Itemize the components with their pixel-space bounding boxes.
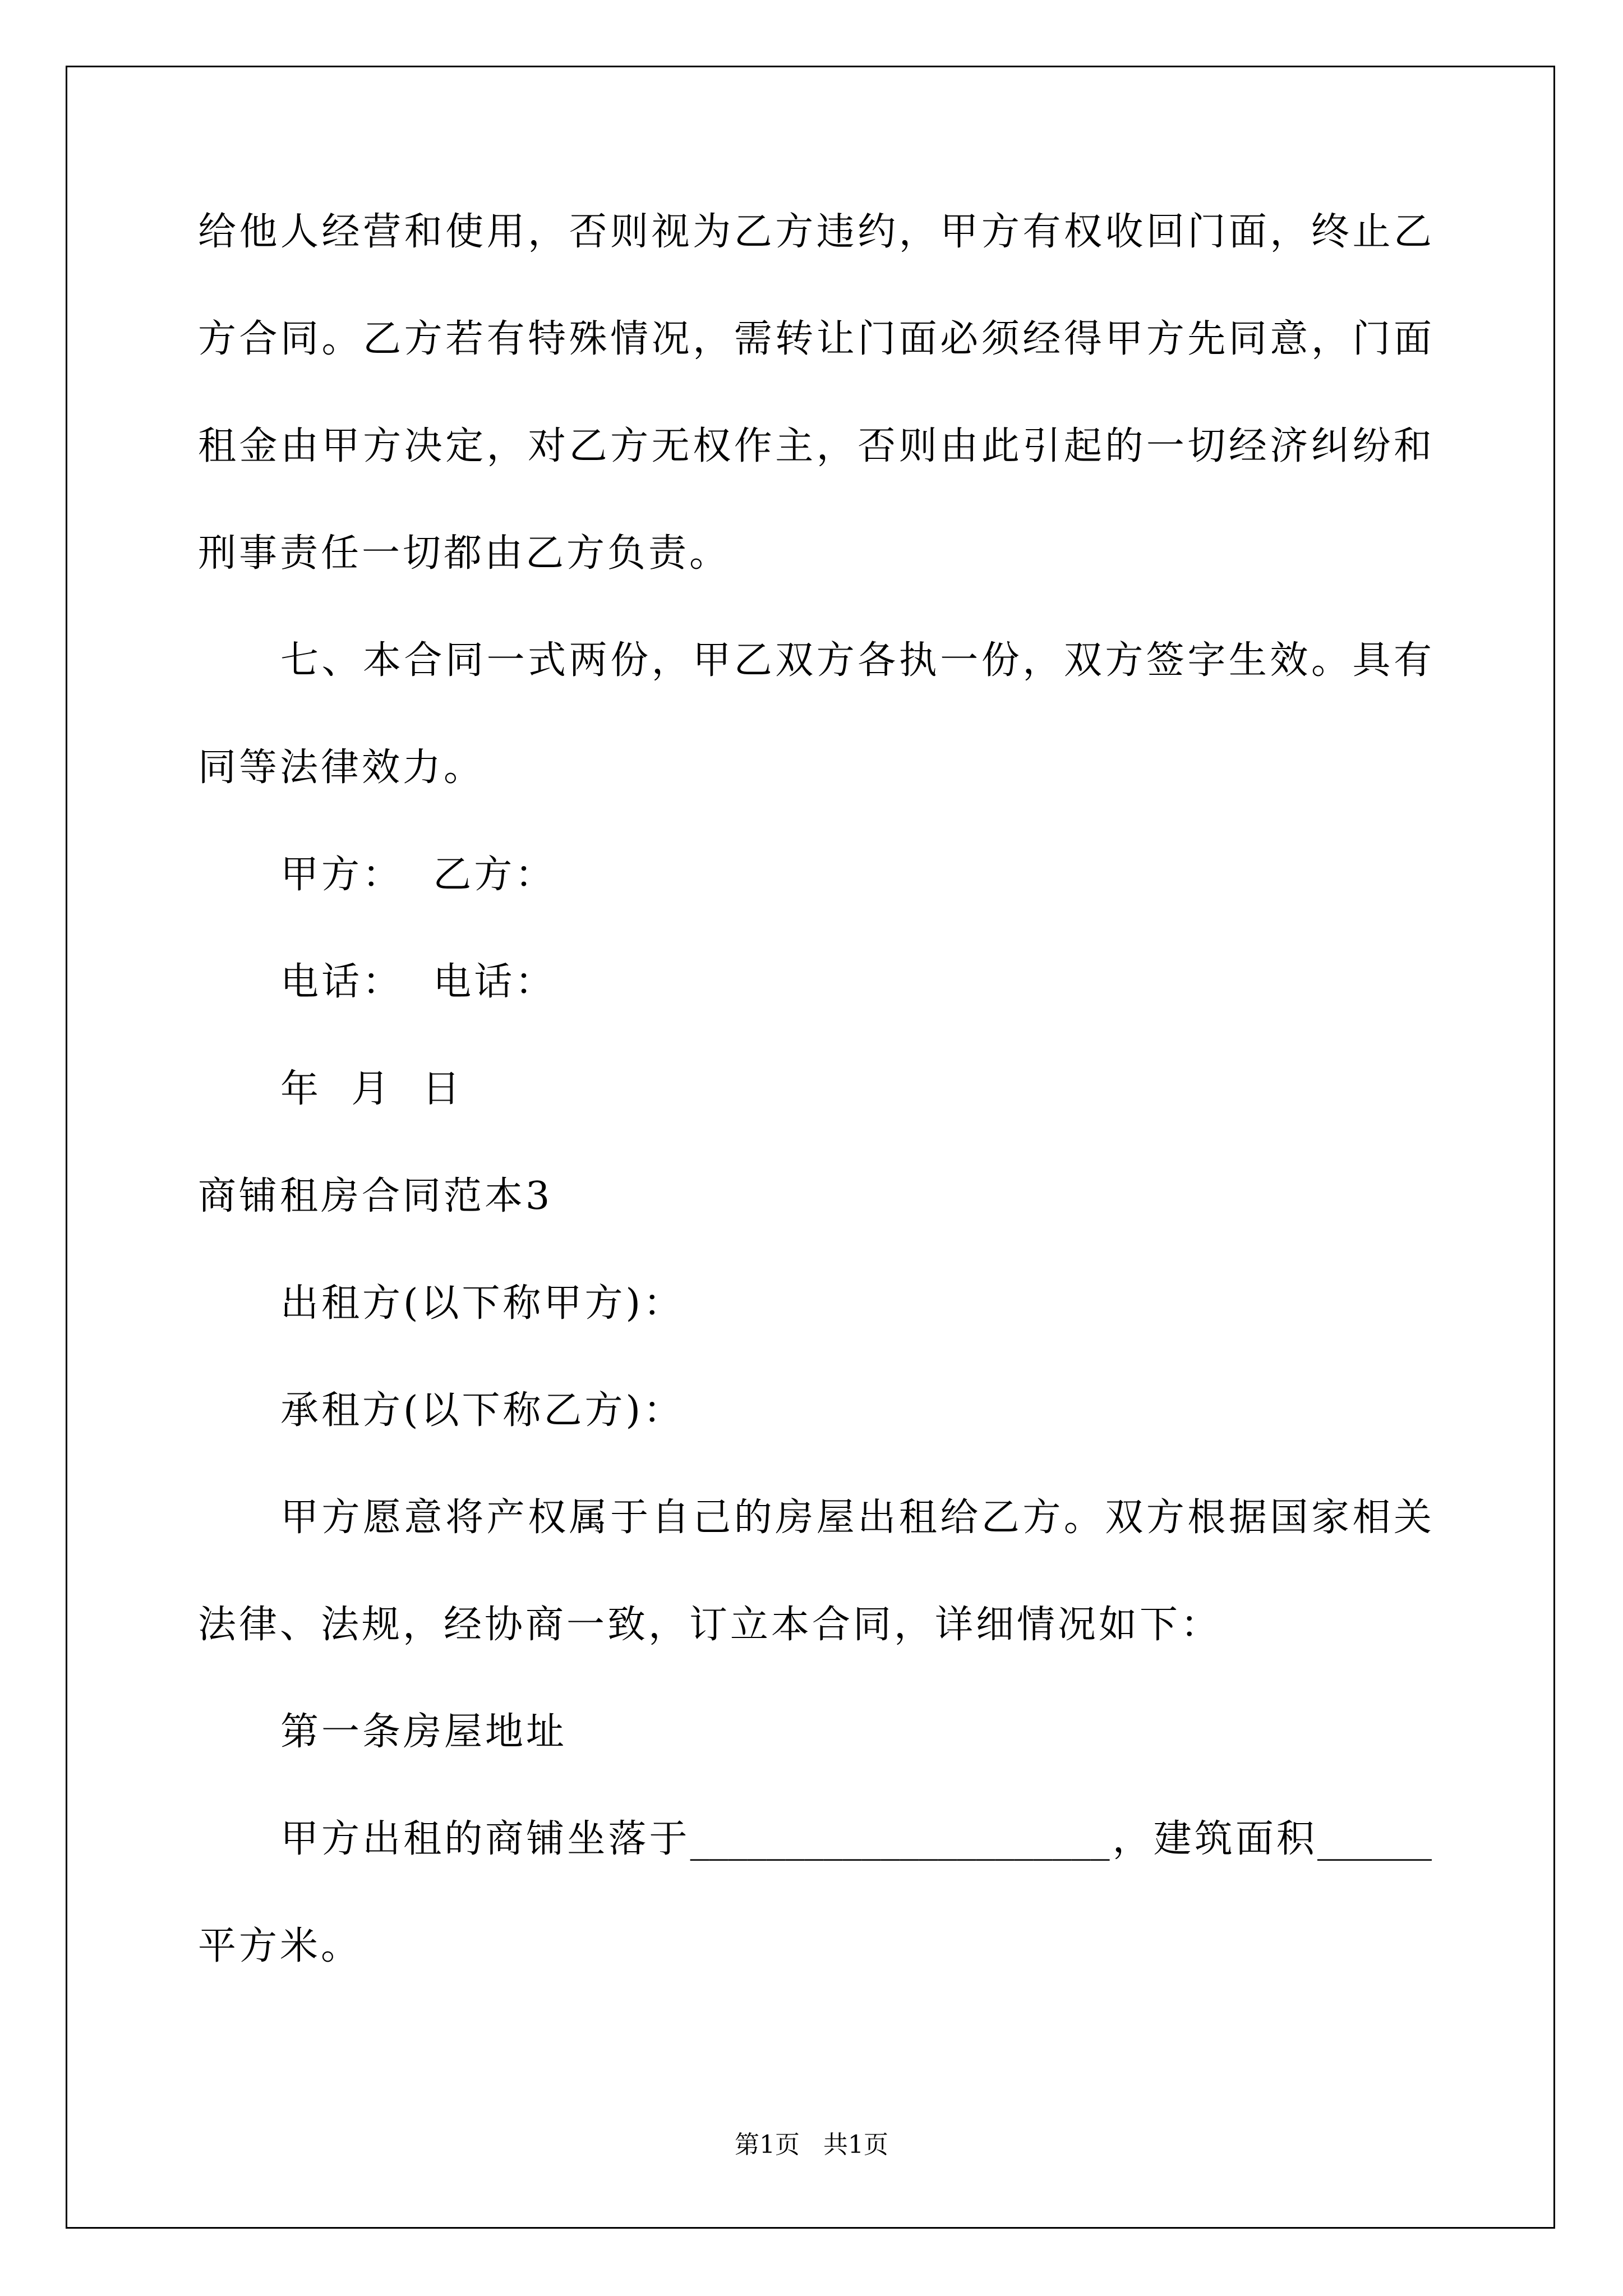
section-title: 商铺租房合同范本3 — [198, 1174, 553, 1218]
clause-heading: 第一条房屋地址 — [280, 1710, 568, 1754]
paragraph-line: 甲方出租的商铺坐落于______________________，建筑面积______ — [280, 1817, 1432, 1861]
paragraph-line: 法律、法规，经协商一致，订立本合同，详细情况如下： — [198, 1603, 1222, 1647]
paragraph-line: 刑事责任一切都由乙方负责。 — [198, 531, 731, 576]
signature-phone-line: 电话： 电话： — [280, 960, 556, 1004]
paragraph-line: 给他人经营和使用，否则视为乙方违约，甲方有权收回门面，终止乙 — [198, 210, 1432, 254]
document-body — [198, 210, 1432, 2035]
paragraph-line: 方合同。乙方若有特殊情况，需转让门面必须经得甲方先同意，门面 — [198, 317, 1432, 361]
paragraph-line: 同等法律效力。 — [198, 746, 485, 790]
paragraph-line: 平方米。 — [198, 1924, 362, 1968]
page-footer: 第1页 共1页 — [735, 2131, 888, 2159]
paragraph-line: 甲方愿意将产权属于自己的房屋出租给乙方。双方根据国家相关 — [280, 1496, 1432, 1540]
paragraph-line: 租金由甲方决定，对乙方无权作主，否则由此引起的一切经济纠纷和 — [198, 424, 1432, 468]
lessee-line: 承租方(以下称乙方)： — [280, 1388, 685, 1433]
lessor-line: 出租方(以下称甲方)： — [280, 1281, 685, 1326]
signature-date-line: 年 月 日 — [280, 1067, 463, 1111]
paragraph-line: 七、本合同一式两份，甲乙双方各执一份，双方签字生效。具有 — [280, 638, 1432, 683]
signature-party-line: 甲方： 乙方： — [280, 853, 556, 897]
